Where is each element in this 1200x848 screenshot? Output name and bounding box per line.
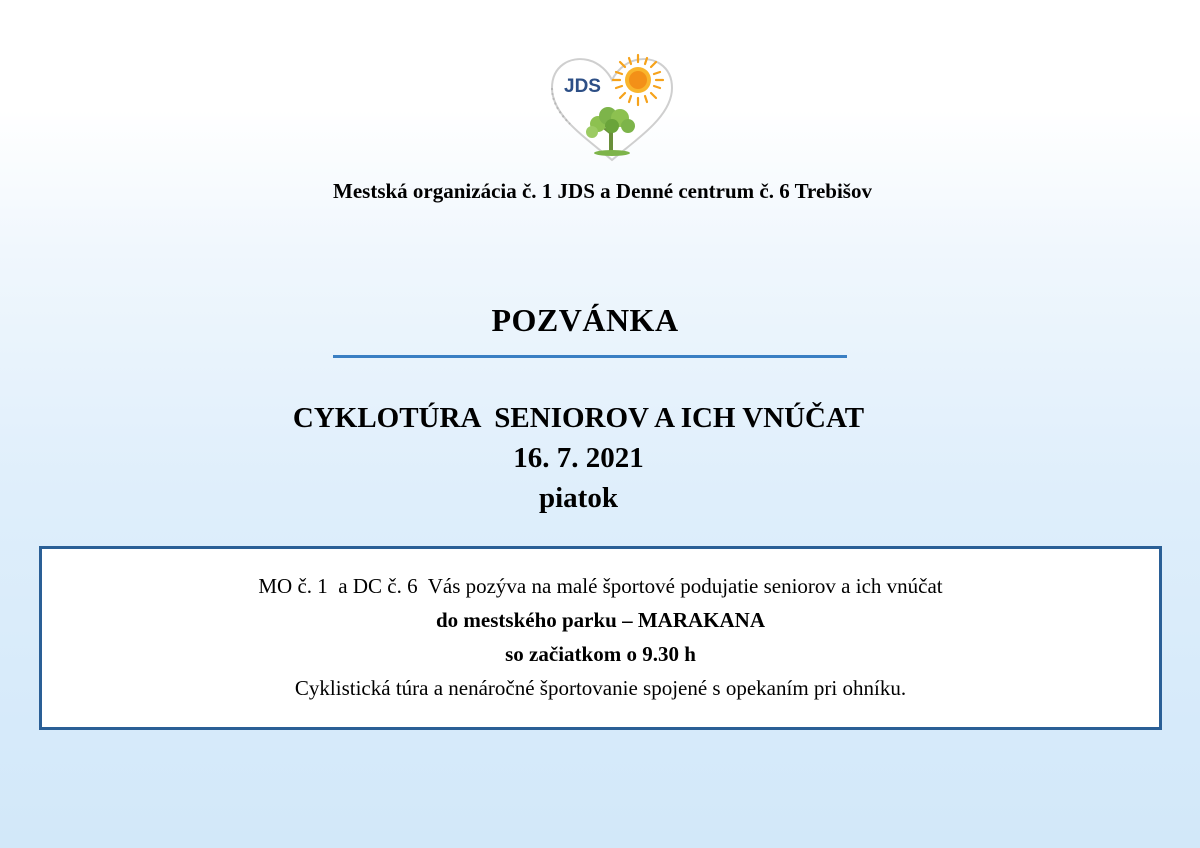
jds-logo <box>546 52 678 164</box>
info-text <box>42 569 1159 705</box>
title-underline <box>333 355 847 358</box>
info-start-time-line: so začiatkom o 9.30 h <box>505 642 696 666</box>
jds-logo-icon <box>546 52 678 164</box>
info-description-line: Cyklistická túra a nenáročné športovanie spojené s opekaním pri ohníku. <box>294 676 907 700</box>
event-date: 16. 7. 2021 <box>513 442 644 474</box>
info-invitation-line: MO č. 1 a DC č. 6 Vás pozýva na malé športové podujatie seniorov a ich vnúčat <box>258 574 943 598</box>
logo-text: JDS <box>564 76 601 97</box>
event-title-block <box>0 398 1157 518</box>
event-title: CYKLOTÚRA SENIOROV A ICH VNÚČAT <box>292 402 865 434</box>
event-day: piatok <box>539 482 618 514</box>
organization-name: Mestská organizácia č. 1 JDS a Denné centrum č. 6 Trebišov <box>333 179 872 203</box>
info-location-line: do mestského parku – MARAKANA <box>435 608 766 632</box>
page-title: POZVÁNKA <box>491 302 679 338</box>
info-box <box>39 546 1162 730</box>
